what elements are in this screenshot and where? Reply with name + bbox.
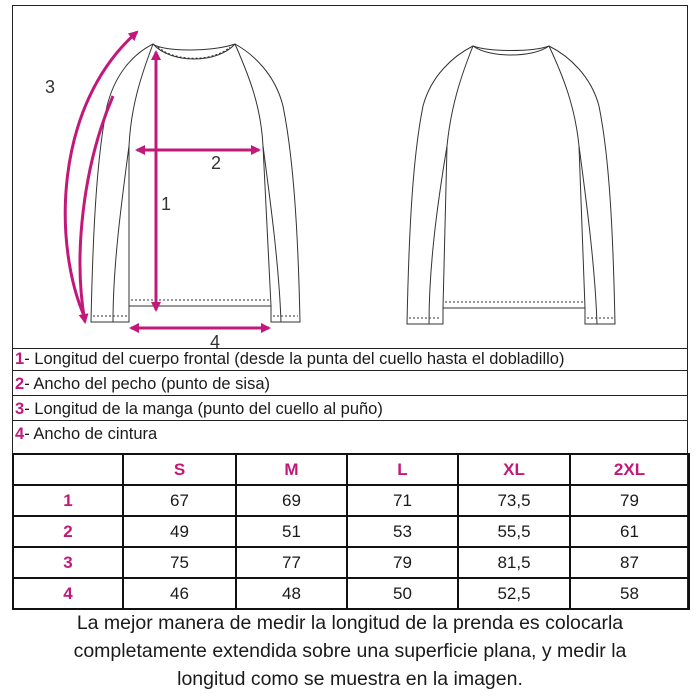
note-line: longitud como se muestra en la imagen. [177,668,523,690]
legend-text: - Longitud de la manga (punto del cuello al puño) [24,400,383,418]
table-cell: 75 [123,547,236,578]
table-cell: 50 [347,578,458,609]
table-cell: 61 [570,516,689,547]
table-cell: 69 [236,485,347,516]
note-line: completamente extendida sobre una superficie plana, y medir la [73,640,627,662]
row-label: 3 [13,547,123,578]
table-cell: 48 [236,578,347,609]
garment-diagram [13,6,687,348]
table-cell: 67 [123,485,236,516]
table-cell: 49 [123,516,236,547]
table-row [13,578,689,609]
legend-text: - Ancho del pecho (punto de sisa) [24,375,271,393]
figure-label-3: 3 [45,77,56,97]
table-header-row [13,454,689,485]
front-view-shirt [91,44,300,322]
table-cell: 46 [123,578,236,609]
table-cell: 53 [347,516,458,547]
back-view-shirt [407,46,615,324]
table-row [13,485,689,516]
table-cell: 55,5 [458,516,570,547]
arrow-3-arc [65,32,137,318]
table-header-cell: L [347,454,458,485]
row-label: 4 [13,578,123,609]
table-cell: 58 [570,578,689,609]
legend-item-1 [13,348,687,371]
table-row [13,547,689,578]
note-line: La mejor manera de medir la longitud de la prenda es colocarla [76,612,624,634]
size-table [12,453,690,610]
row-label: 2 [13,516,123,547]
table-row [13,516,689,547]
table-header-cell: XL [458,454,570,485]
arrow-3-end [80,96,113,322]
legend-number: 3 [15,400,25,418]
legend-item-2 [13,373,687,396]
legend-text: - Ancho de cintura [24,425,158,443]
size-guide-frame [12,5,688,609]
table-cell: 51 [236,516,347,547]
legend-text: - Longitud del cuerpo frontal (desde la punta del cuello hasta el dobladillo) [24,350,565,368]
figure-label-4: 4 [210,332,221,348]
table-cell: 79 [570,485,689,516]
table-cell: 71 [347,485,458,516]
table-header-cell [13,454,123,485]
figure-label-2: 2 [211,153,222,173]
table-header-cell: S [123,454,236,485]
table-cell: 87 [570,547,689,578]
legend-number: 1 [15,350,25,368]
legend-number: 2 [15,375,25,393]
table-header-cell: 2XL [570,454,689,485]
legend-number: 4 [15,425,25,443]
legend-item-3 [13,398,687,421]
garment-figure [13,6,687,349]
table-cell: 79 [347,547,458,578]
legend-item-4 [13,423,687,446]
table-header-cell: M [236,454,347,485]
table-cell: 73,5 [458,485,570,516]
figure-label-1: 1 [161,194,172,214]
measurement-arrows [65,32,269,328]
row-label: 1 [13,485,123,516]
measurement-note [0,609,700,693]
table-cell: 52,5 [458,578,570,609]
table-cell: 81,5 [458,547,570,578]
table-cell: 77 [236,547,347,578]
